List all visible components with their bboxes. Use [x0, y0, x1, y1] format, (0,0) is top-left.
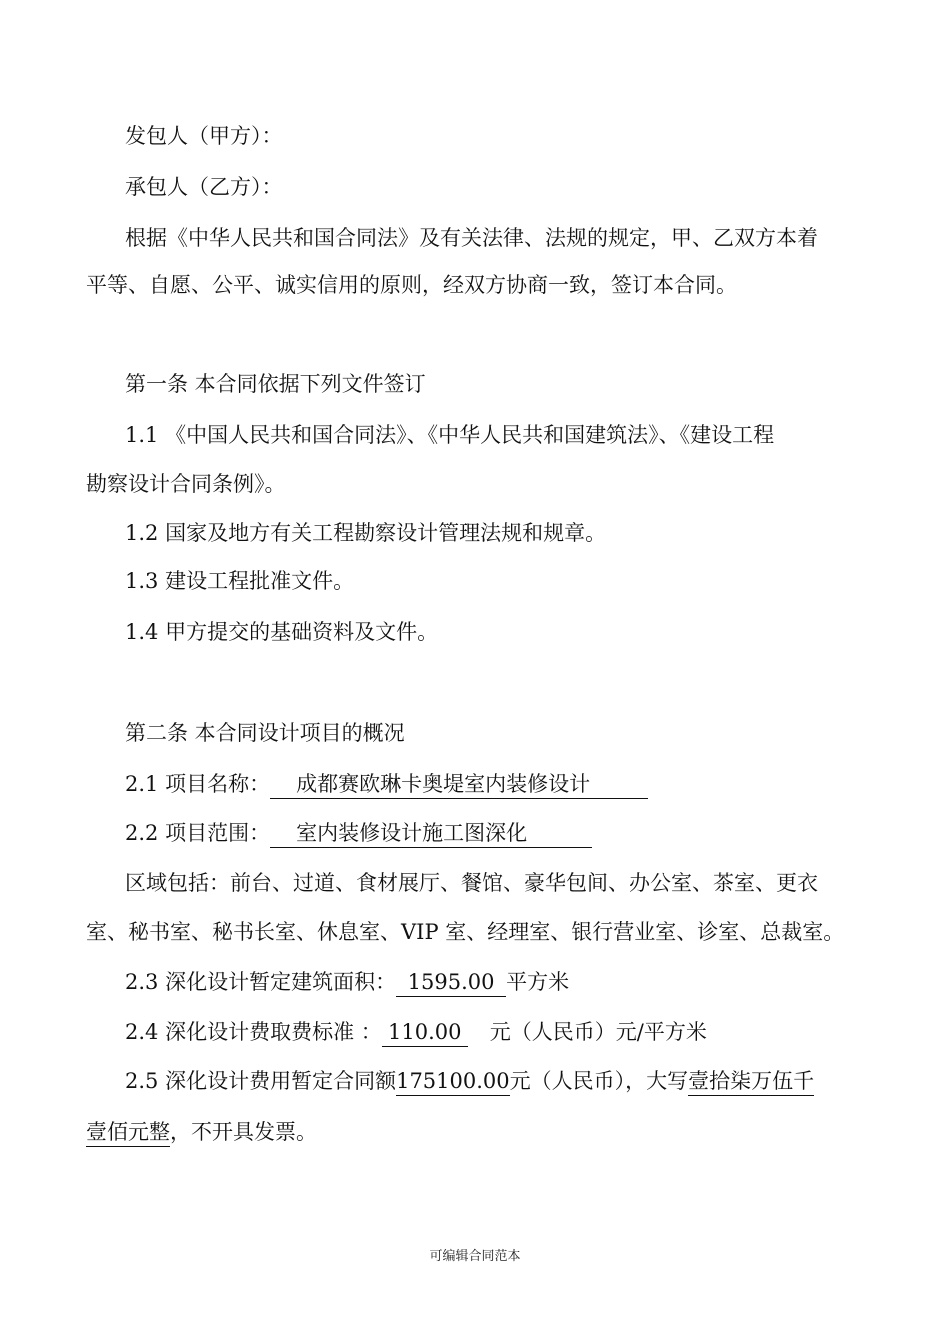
fee-row-continued [86, 1117, 317, 1147]
article-1-title: 第一条 本合同依据下列文件签订 [125, 372, 426, 396]
project-name-label: 2.1 项目名称： [125, 772, 271, 796]
area-row [125, 967, 569, 997]
project-scope-value: 室内装修设计施工图深化 [270, 820, 592, 848]
article-1-item-4: 1.4 甲方提交的基础资料及文件。 [125, 620, 439, 644]
preamble-line-2: 平等、自愿、公平、诚实信用的原则，经双方协商一致，签订本合同。 [86, 273, 737, 297]
rate-label: 2.4 深化设计费取费标准 ： [125, 1020, 382, 1044]
project-name-value: 成都赛欧琳卡奥堤室内装修设计 [270, 771, 648, 799]
areas-line-2: 室、秘书室、秘书长室、休息室、VIP 室、经理室、银行营业室、诊室、总裁室。 [86, 920, 845, 944]
fee-words-part-2: 壹佰元整 [86, 1119, 170, 1147]
article-1-item-3: 1.3 建设工程批准文件。 [125, 569, 355, 593]
fee-row [125, 1066, 814, 1096]
project-scope-label: 2.2 项目范围： [125, 821, 271, 845]
project-name-row [125, 769, 648, 799]
article-1-item-1-line-2: 勘察设计合同条例》。 [86, 472, 286, 496]
article-1-item-2: 1.2 国家及地方有关工程勘察设计管理法规和规章。 [125, 521, 607, 545]
party-a-line: 发包人（甲方）： [125, 124, 283, 148]
fee-label: 2.5 深化设计费用暂定合同额 [125, 1069, 397, 1093]
fee-words-part-1: 壹拾柒万伍千 [688, 1068, 814, 1096]
rate-value: 110.00 [382, 1019, 468, 1047]
preamble-line-1: 根据《中华人民共和国合同法》及有关法律、法规的规定，甲、乙双方本着 [125, 226, 818, 250]
area-label: 2.3 深化设计暂定建筑面积： [125, 970, 397, 994]
party-b-line: 承包人（乙方）： [125, 175, 283, 199]
rate-unit: 元（人民币）元/平方米 [489, 1020, 707, 1044]
footer-text: 可编辑合同范本 [429, 1249, 521, 1264]
article-1-item-1-line-1: 1.1 《中国人民共和国合同法》、《中华人民共和国建筑法》、《建设工程 [125, 423, 775, 447]
article-2-title: 第二条 本合同设计项目的概况 [125, 721, 405, 745]
project-scope-row [125, 818, 592, 848]
fee-mid-text: 元（人民币），大写 [509, 1069, 689, 1093]
area-unit: 平方米 [506, 970, 570, 994]
fee-value: 175100.00 [396, 1068, 510, 1096]
rate-row [125, 1017, 707, 1047]
area-value: 1595.00 [396, 969, 506, 997]
fee-tail: ，不开具发票。 [170, 1120, 317, 1144]
areas-line-1: 区域包括：前台、过道、食材展厅、餐馆、豪华包间、办公室、茶室、更衣 [125, 871, 818, 895]
